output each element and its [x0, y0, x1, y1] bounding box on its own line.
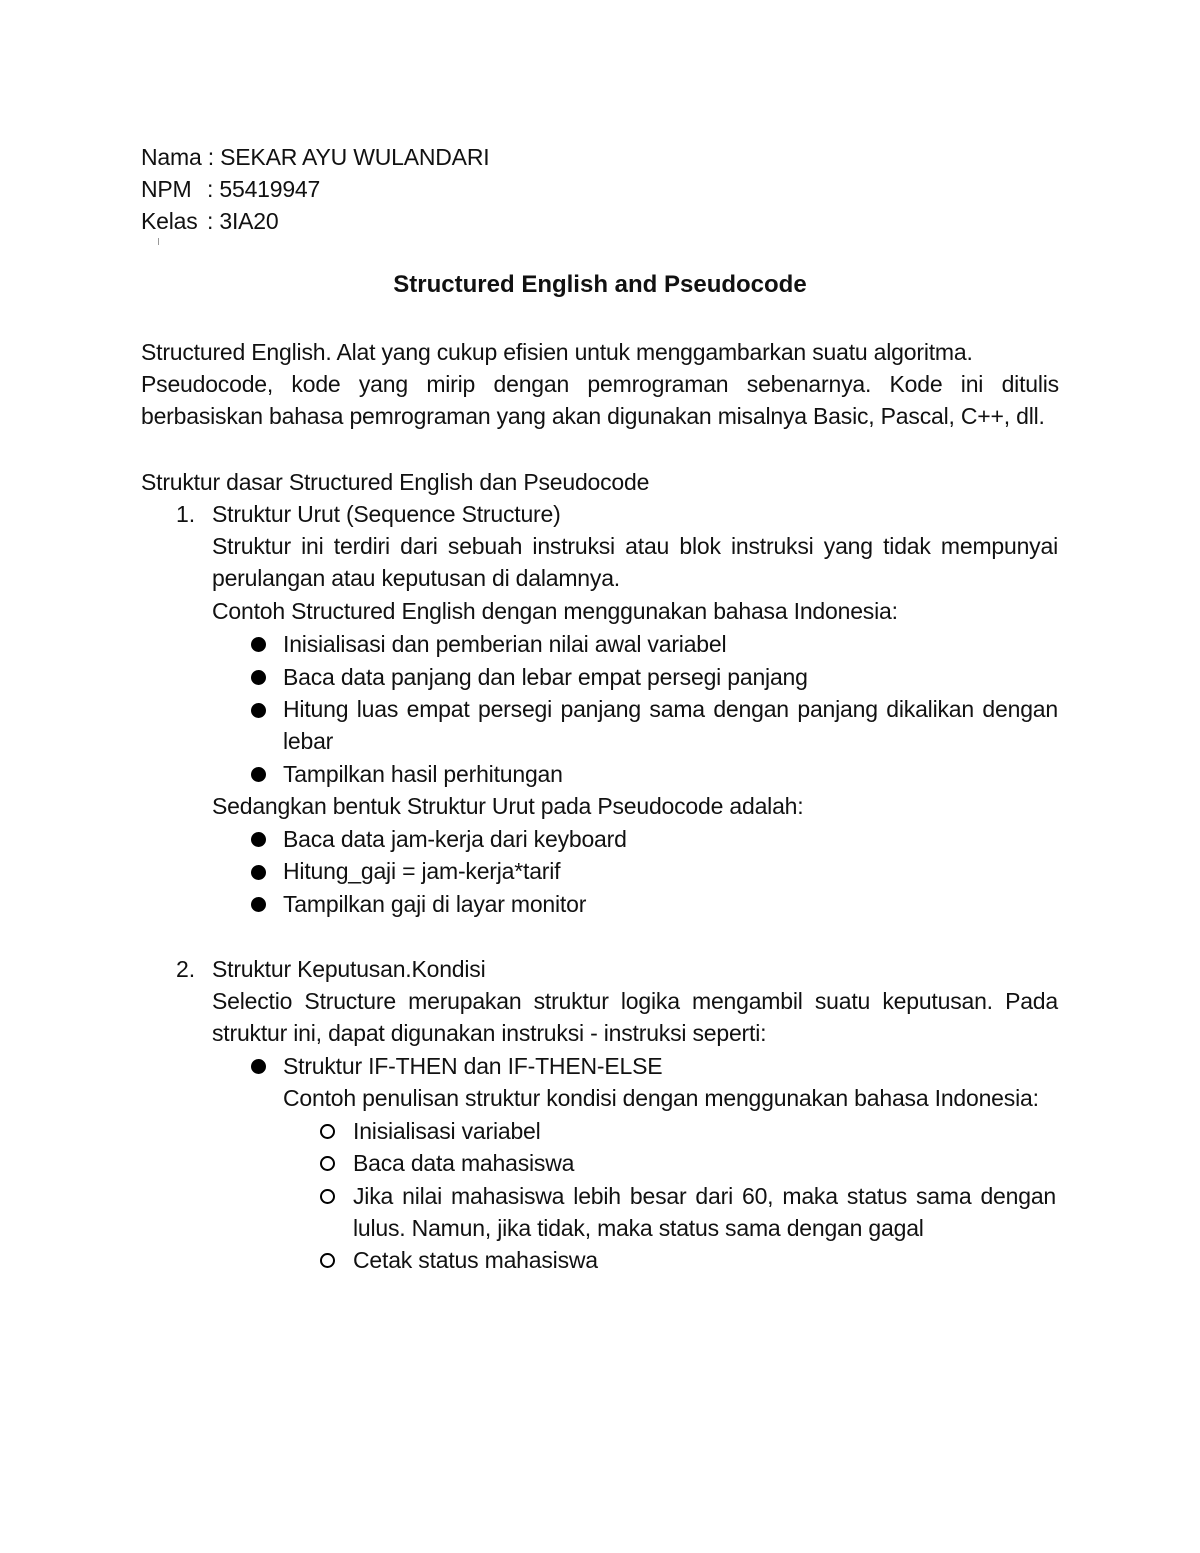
bullet-dot-icon: [251, 703, 266, 718]
english-item-3-cont: lebar: [283, 728, 334, 754]
npm-value: : 55419947: [207, 176, 321, 202]
condition-item-3-cont: lulus. Namun, jika tidak, maka status sama dengan gagal: [353, 1215, 924, 1241]
pseudo-item-2: Hitung_gaji = jam-kerja*tarif: [283, 858, 561, 884]
kelas-value: : 3IA20: [207, 208, 279, 234]
kelas-label: Kelas: [141, 208, 198, 234]
bullet-dot-icon: [251, 897, 266, 912]
bullet-dot-icon: [251, 832, 266, 847]
section1-title: Struktur Urut (Sequence Structure): [212, 501, 561, 527]
bullet-ring-icon: [320, 1253, 335, 1268]
struktur-heading: Struktur dasar Structured English dan Pseudocode: [141, 469, 650, 495]
nama-label: Nama: [141, 144, 202, 170]
pseudo-item-3: Tampilkan gaji di layar monitor: [283, 891, 587, 917]
bullet-dot-icon: [251, 637, 266, 652]
english-item-3: Hitung luas empat persegi panjang sama dengan panjang dikalikan dengan: [283, 696, 1058, 722]
condition-item-2: Baca data mahasiswa: [353, 1150, 575, 1176]
npm-label: NPM: [141, 176, 192, 202]
nama-value: : SEKAR AYU WULANDARI: [207, 144, 490, 170]
nama-row: [141, 141, 489, 173]
section2-number: 2.: [176, 956, 196, 982]
intro-line-1: Structured English. Alat yang cukup efisien untuk menggambarkan suatu algoritma.: [141, 339, 973, 365]
bullet-dot-icon: [251, 670, 266, 685]
condition-item-3: Jika nilai mahasiswa lebih besar dari 60, maka status sama dengan: [353, 1183, 1056, 1209]
intro-line-3: berbasiskan bahasa pemrograman yang akan digunakan misalnya Basic, Pascal, C++, dll.: [141, 403, 1045, 429]
section2-bullet: Struktur IF-THEN dan IF-THEN-ELSE: [283, 1053, 663, 1079]
bullet-ring-icon: [320, 1156, 335, 1171]
section2-title: Struktur Keputusan.Kondisi: [212, 956, 486, 982]
section2-desc-line-1: Selectio Structure merupakan struktur logika mengambil suatu keputusan. Pada: [212, 988, 1058, 1014]
condition-item-4: Cetak status mahasiswa: [353, 1247, 598, 1273]
english-item-1: Inisialisasi dan pemberian nilai awal variabel: [283, 631, 727, 657]
section1-desc-line-1: Struktur ini terdiri dari sebuah instruksi atau blok instruksi yang tidak mempunyai: [212, 533, 1058, 559]
english-item-4: Tampilkan hasil perhitungan: [283, 761, 563, 787]
pseudo-item-1: Baca data jam-kerja dari keyboard: [283, 826, 627, 852]
section1-example-heading: Contoh Structured English dengan menggunakan bahasa Indonesia:: [212, 598, 898, 624]
english-item-2: Baca data panjang dan lebar empat persegi panjang: [283, 664, 808, 690]
kelas-row: [141, 205, 279, 237]
condition-item-1: Inisialisasi variabel: [353, 1118, 541, 1144]
bullet-dot-icon: [251, 865, 266, 880]
bullet-dot-icon: [251, 767, 266, 782]
intro-line-2: Pseudocode, kode yang mirip dengan pemrograman sebenarnya. Kode ini ditulis: [141, 371, 1059, 397]
document-title: Structured English and Pseudocode: [393, 271, 807, 298]
bullet-ring-icon: [320, 1124, 335, 1139]
section1-desc-line-2: perulangan atau keputusan di dalamnya.: [212, 565, 620, 591]
npm-row: [141, 173, 320, 205]
section2-example-heading: Contoh penulisan struktur kondisi dengan menggunakan bahasa Indonesia:: [283, 1085, 1039, 1111]
section1-number: 1.: [176, 501, 196, 527]
bullet-dot-icon: [251, 1059, 266, 1074]
section2-desc-line-2: struktur ini, dapat digunakan instruksi - instruksi seperti:: [212, 1020, 767, 1046]
cursor-mark: [158, 238, 159, 245]
bullet-ring-icon: [320, 1189, 335, 1204]
section1-pseudo-heading: Sedangkan bentuk Struktur Urut pada Pseudocode adalah:: [212, 793, 804, 819]
